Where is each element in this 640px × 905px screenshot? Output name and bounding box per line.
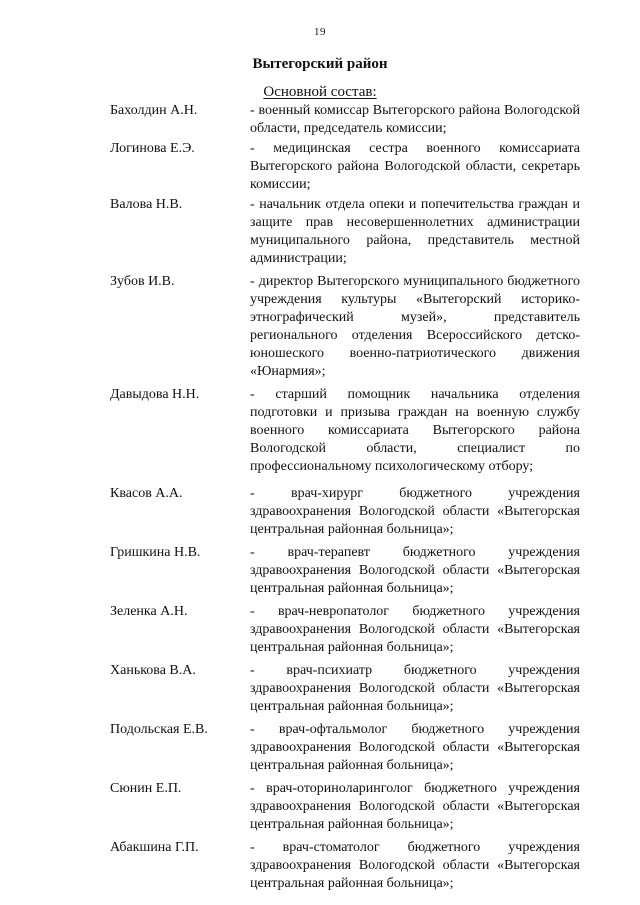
district-title: Вытегорский район — [252, 56, 388, 72]
member-row — [110, 273, 590, 381]
member-row — [110, 839, 590, 893]
member-row — [110, 485, 590, 539]
member-list — [110, 102, 590, 893]
member-row — [110, 140, 590, 194]
member-row — [110, 544, 590, 598]
member-description: - врач-невропатолог бюджетного учреждения здравоохранения Вологодской области «Вытегорская центральная районная больница»; — [250, 604, 580, 655]
member-name: Давыдова Н.Н. — [110, 387, 200, 402]
member-description: - врач-терапевт бюджетного учреждения здравоохранения Вологодской области «Вытегорская центральная районная больница»; — [250, 545, 580, 596]
member-description: - врач-психиатр бюджетного учреждения здравоохранения Вологодской области «Вытегорская центральная районная больница»; — [250, 663, 580, 714]
member-description: - врач-офтальмолог бюджетного учреждения здравоохранения Вологодской области «Вытегорская центральная районная больница»; — [250, 722, 580, 773]
member-name: Ханькова В.А. — [110, 663, 196, 678]
member-description: - военный комиссар Вытегорского района Вологодской области, председатель комиссии; — [250, 103, 580, 136]
member-name: Зубов И.В. — [110, 274, 175, 289]
member-name: Зеленка А.Н. — [110, 604, 188, 619]
member-description: - медицинская сестра военного комиссариата Вытегорского района Вологодской области, секретарь комиссии; — [250, 141, 580, 192]
page-number: 19 — [314, 26, 326, 38]
member-description: - старший помощник начальника отделения подготовки и призыва граждан на военную службу военного комиссариата Вытегорского района Вологодской области, специалист по профессиональному психологическому отбору; — [250, 387, 580, 474]
member-description: - врач-оториноларинголог бюджетного учреждения здравоохранения Вологодской области «Вытегорская центральная районная больница»; — [250, 781, 580, 832]
member-description: - врач-стоматолог бюджетного учреждения здравоохранения Вологодской области «Вытегорская центральная районная больница»; — [250, 840, 580, 891]
member-row — [110, 102, 590, 138]
member-row — [110, 386, 590, 476]
member-row — [110, 196, 590, 268]
member-name: Логинова Е.Э. — [110, 141, 195, 156]
member-row — [110, 603, 590, 657]
member-row — [110, 662, 590, 716]
member-name: Гришкина Н.В. — [110, 545, 201, 560]
member-name: Сюнин Е.П. — [110, 781, 182, 796]
member-row — [110, 721, 590, 775]
member-name: Абакшина Г.П. — [110, 840, 199, 855]
member-name: Валова Н.В. — [110, 197, 183, 212]
member-name: Квасов А.А. — [110, 486, 183, 501]
member-row — [110, 780, 590, 834]
member-description: - директор Вытегорского муниципального бюджетного учреждения культуры «Вытегорский историко-этнографический музей», представитель регионального отделения Всероссийского детско-юношеского военно-патриотического движения «Юнармия»; — [250, 274, 580, 379]
member-description: - врач-хирург бюджетного учреждения здравоохранения Вологодской области «Вытегорская центральная районная больница»; — [250, 486, 580, 537]
member-name: Бахолдин А.Н. — [110, 103, 198, 118]
section-title: Основной состав: — [263, 84, 377, 100]
member-description: - начальник отдела опеки и попечительства граждан и защите прав несовершеннолетних администрации муниципального района, представитель местной администрации; — [250, 197, 580, 266]
member-name: Подольская Е.В. — [110, 722, 208, 737]
